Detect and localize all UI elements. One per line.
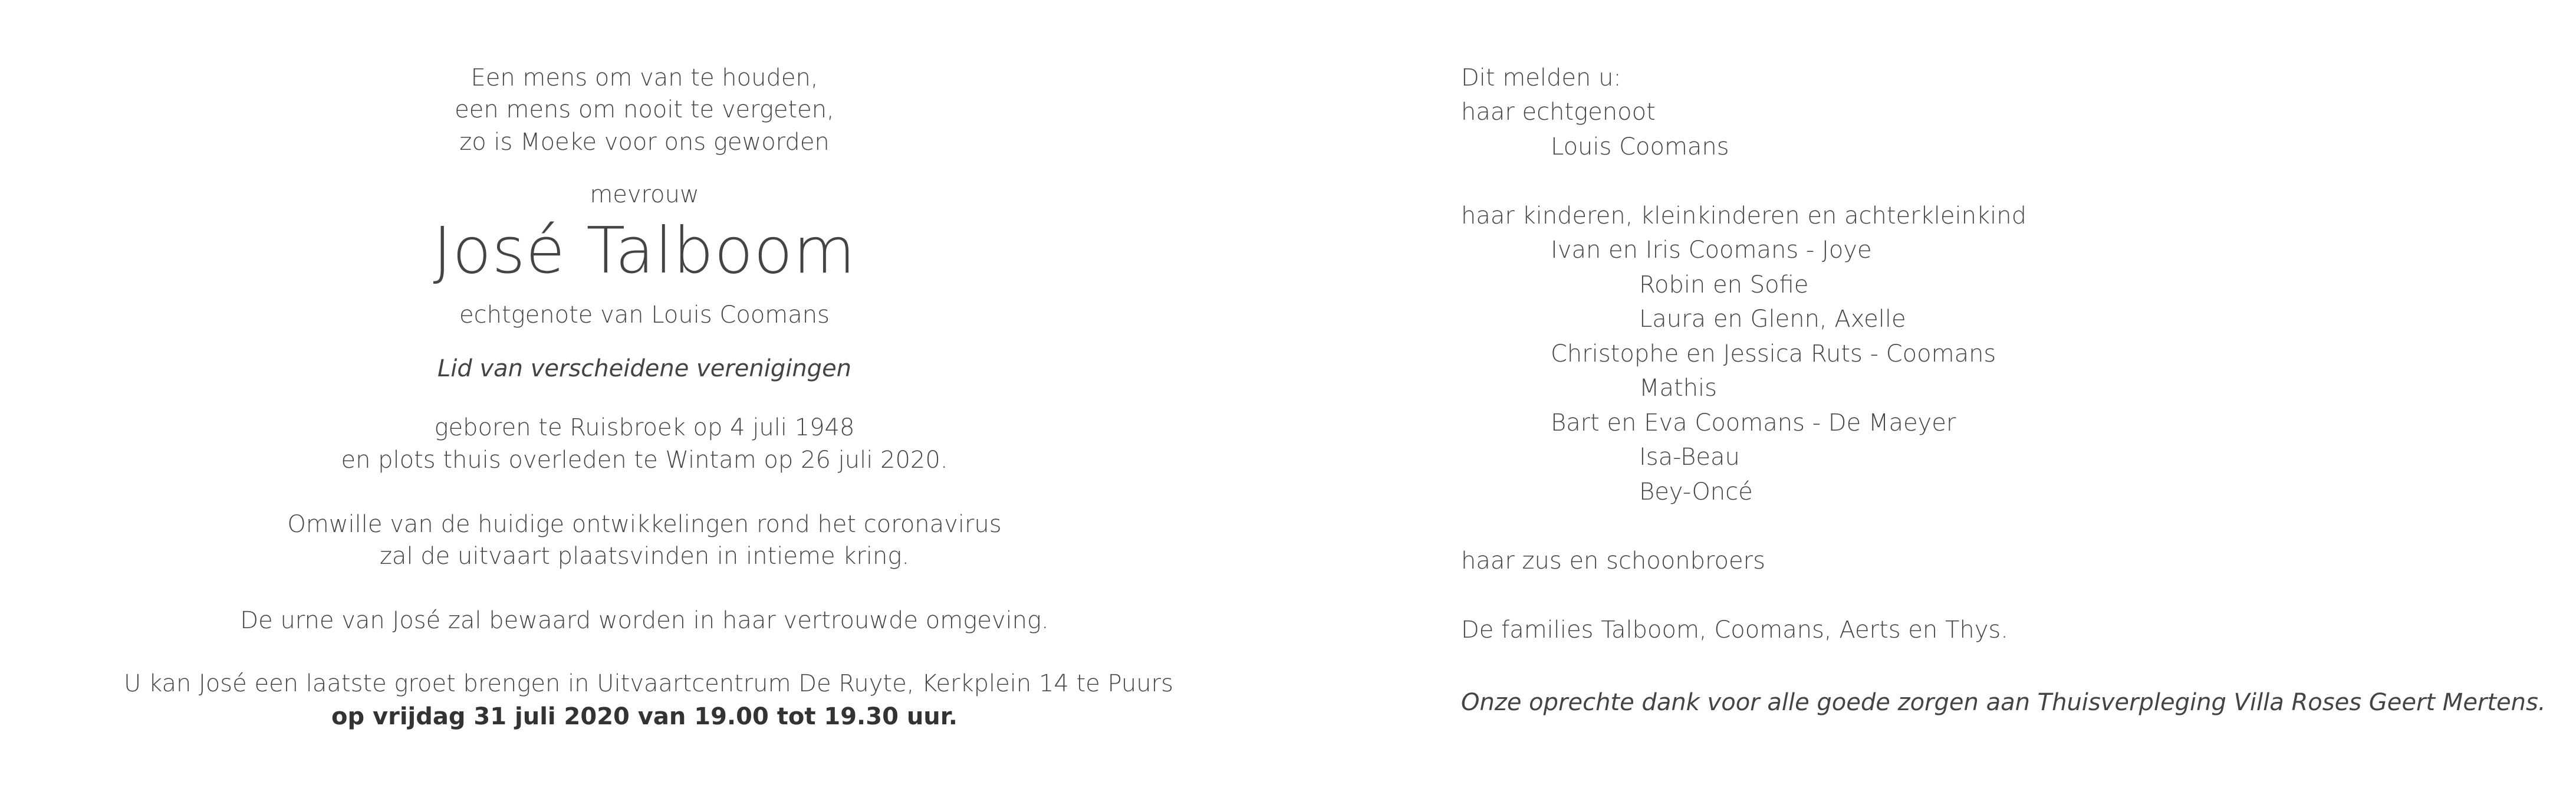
poem-line-3: zo is Moeke voor ons geworden [459, 129, 830, 156]
family-1: Ivan en Iris Coomans - Joye [1551, 237, 1872, 264]
poem-line-1: Een mens om van te houden, [471, 64, 818, 91]
family-2-child-1: Mathis [1639, 375, 1718, 402]
death-line: en plots thuis overleden te Wintam op 26 juli 2020. [341, 447, 948, 474]
husband-label: haar echtgenoot [1461, 99, 1656, 126]
deceased-name: José Talboom [433, 214, 856, 288]
husband-name: Louis Coomans [1551, 133, 1729, 160]
farewell-line-2: op vrijdag 31 juli 2020 van 19.00 tot 19.30 uur. [331, 703, 958, 730]
children-label: haar kinderen, kleinkinderen en achterkleinkind [1461, 202, 2026, 229]
salutation: mevrouw [590, 181, 699, 208]
family-3-child-2: Bey-Oncé [1639, 478, 1753, 505]
covid-notice-2: zal de uitvaart plaatsvinden in intieme kring. [379, 543, 910, 570]
siblings-line: haar zus en schoonbroers [1461, 547, 1765, 575]
families-line: De families Talboom, Coomans, Aerts en Thys. [1461, 616, 2008, 644]
membership-line: Lid van verscheidene verenigingen [437, 355, 852, 382]
farewell-line-1: U kan José een laatste groet brengen in Uitvaartcentrum De Ruyte, Kerkplein 14 te Puurs [124, 670, 1173, 697]
family-1-child-2: Laura en Glenn, Axelle [1639, 306, 1906, 333]
birth-line: geboren te Ruisbroek op 4 juli 1948 [434, 414, 855, 441]
thanks-line: Onze oprechte dank voor alle goede zorgen aan Thuisverpleging Villa Roses Geert Mertens. [1461, 689, 2546, 716]
family-3: Bart en Eva Coomans - De Maeyer [1551, 409, 1956, 436]
family-1-child-1: Robin en Sofie [1639, 271, 1809, 298]
poem-line-2: een mens om nooit te vergeten, [455, 96, 834, 123]
spouse-line: echtgenote van Louis Coomans [459, 301, 830, 329]
intro-line: Dit melden u: [1461, 64, 1621, 91]
urn-notice: De urne van José zal bewaard worden in haar vertrouwde omgeving. [240, 607, 1049, 634]
family-2: Christophe en Jessica Ruts - Coomans [1551, 340, 1996, 367]
family-3-child-1: Isa-Beau [1639, 444, 1740, 471]
covid-notice-1: Omwille van de huidige ontwikkelingen rond het coronavirus [287, 511, 1002, 538]
